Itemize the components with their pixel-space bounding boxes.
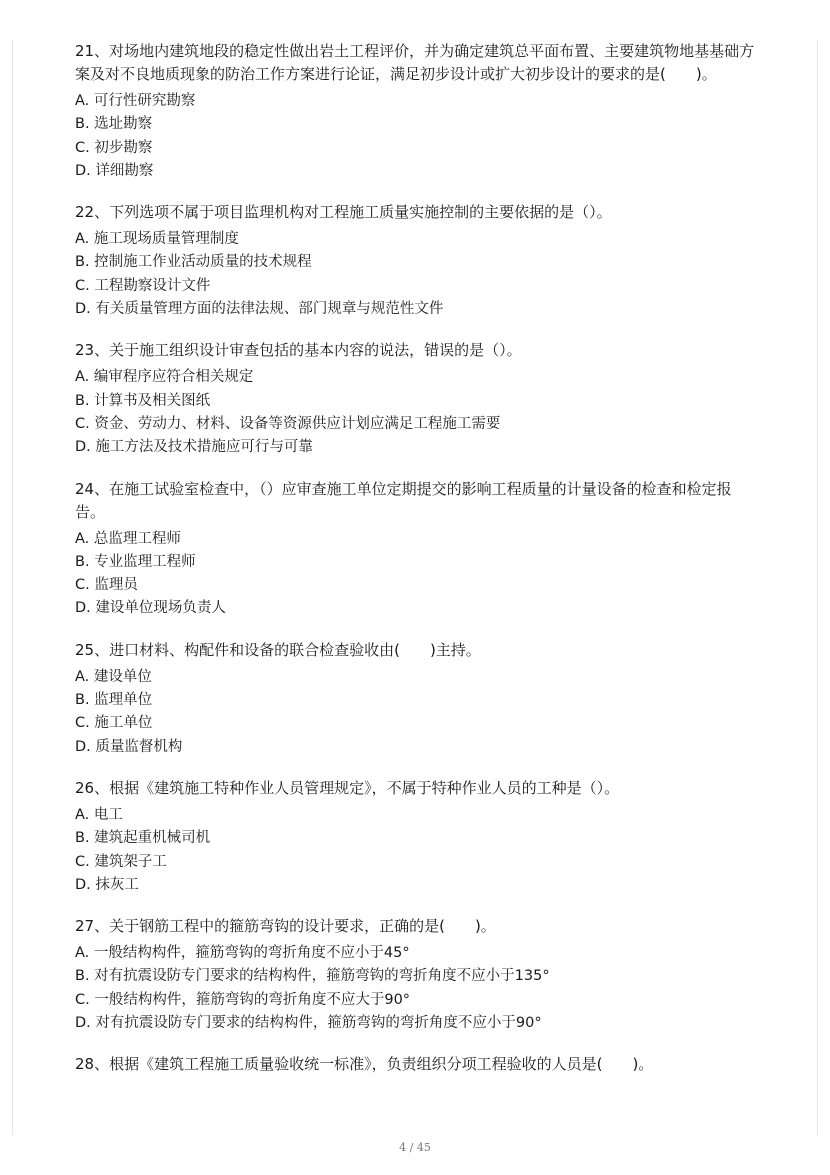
option-b: B. 建筑起重机械司机 [75, 830, 211, 847]
question-stem: 22、下列选项不属于项目监理机构对工程施工质量实施控制的主要依据的是（）。 [75, 203, 612, 222]
question-23 [75, 339, 760, 459]
option-a: A. 一般结构构件，箍筋弯钩的弯折角度不应小于45° [75, 945, 410, 962]
option-c: C. 一般结构构件，箍筋弯钩的弯折角度不应大于90° [75, 991, 411, 1008]
option-a: A. 编审程序应符合相关规定 [75, 369, 254, 386]
question-list [75, 40, 760, 1094]
option-b: B. 专业监理工程师 [75, 553, 196, 570]
option-d: D. 对有抗震设防专门要求的结构构件，箍筋弯钩的弯折角度不应小于90° [75, 1015, 542, 1032]
option-b: B. 选址勘察 [75, 116, 153, 133]
question-stem: 28、根据《建筑工程施工质量验收统一标准》，负责组织分项工程验收的人员是( )。 [75, 1055, 654, 1074]
option-a: A. 电工 [75, 806, 123, 823]
page-edge-right [817, 40, 818, 1135]
question-stem: 24、在施工试验室检查中，（）应审查施工单位定期提交的影响工程质量的计量设备的检查和检定报告。 [75, 479, 732, 521]
question-21 [75, 40, 760, 183]
option-b: B. 对有抗震设防专门要求的结构构件，箍筋弯钩的弯折角度不应小于135° [75, 968, 550, 985]
option-c: C. 建筑架子工 [75, 853, 167, 870]
question-stem: 21、对场地内建筑地段的稳定性做出岩土工程评价，并为确定建筑总平面布置、主要建筑物地基基础方案及对不良地质现象的防治工作方案进行论证，满足初步设计或扩大初步设计的要求的是( )。 [75, 42, 755, 83]
page-number: 4 / 45 [399, 1141, 431, 1154]
option-d: D. 质量监督机构 [75, 738, 183, 755]
question-27 [75, 915, 760, 1035]
question-25 [75, 639, 760, 759]
question-22 [75, 201, 760, 321]
option-d: D. 详细勘察 [75, 162, 154, 179]
question-stem: 25、进口材料、构配件和设备的联合检查验收由( )主持。 [75, 640, 481, 659]
option-b: B. 控制施工作业活动质量的技术规程 [75, 254, 312, 271]
option-d: D. 有关质量管理方面的法律法规、部门规章与规范性文件 [75, 301, 444, 318]
question-stem: 27、关于钢筋工程中的箍筋弯钩的设计要求，正确的是( )。 [75, 917, 496, 936]
option-d: D. 抹灰工 [75, 876, 139, 893]
question-28 [75, 1053, 760, 1076]
option-a: A. 施工现场质量管理制度 [75, 231, 239, 248]
option-c: C. 初步勘察 [75, 139, 153, 156]
option-b: B. 计算书及相关图纸 [75, 392, 211, 409]
option-b: B. 监理单位 [75, 692, 153, 709]
option-c: C. 施工单位 [75, 715, 153, 732]
option-c: C. 监理员 [75, 577, 138, 594]
option-c: C. 资金、劳动力、材料、设备等资源供应计划应满足工程施工需要 [75, 415, 501, 432]
question-26 [75, 777, 760, 897]
option-a: A. 可行性研究勘察 [75, 93, 196, 109]
option-a: A. 总监理工程师 [75, 530, 181, 547]
option-a: A. 建设单位 [75, 668, 152, 685]
option-d: D. 建设单位现场负责人 [75, 600, 226, 617]
page-edge-left [12, 40, 13, 1135]
option-d: D. 施工方法及技术措施应可行与可靠 [75, 439, 313, 456]
question-stem: 23、关于施工组织设计审查包括的基本内容的说法，错误的是（）。 [75, 341, 522, 360]
question-stem: 26、根据《建筑施工特种作业人员管理规定》，不属于特种作业人员的工种是（）。 [75, 778, 620, 797]
option-c: C. 工程勘察设计文件 [75, 277, 211, 294]
question-24 [75, 478, 760, 621]
